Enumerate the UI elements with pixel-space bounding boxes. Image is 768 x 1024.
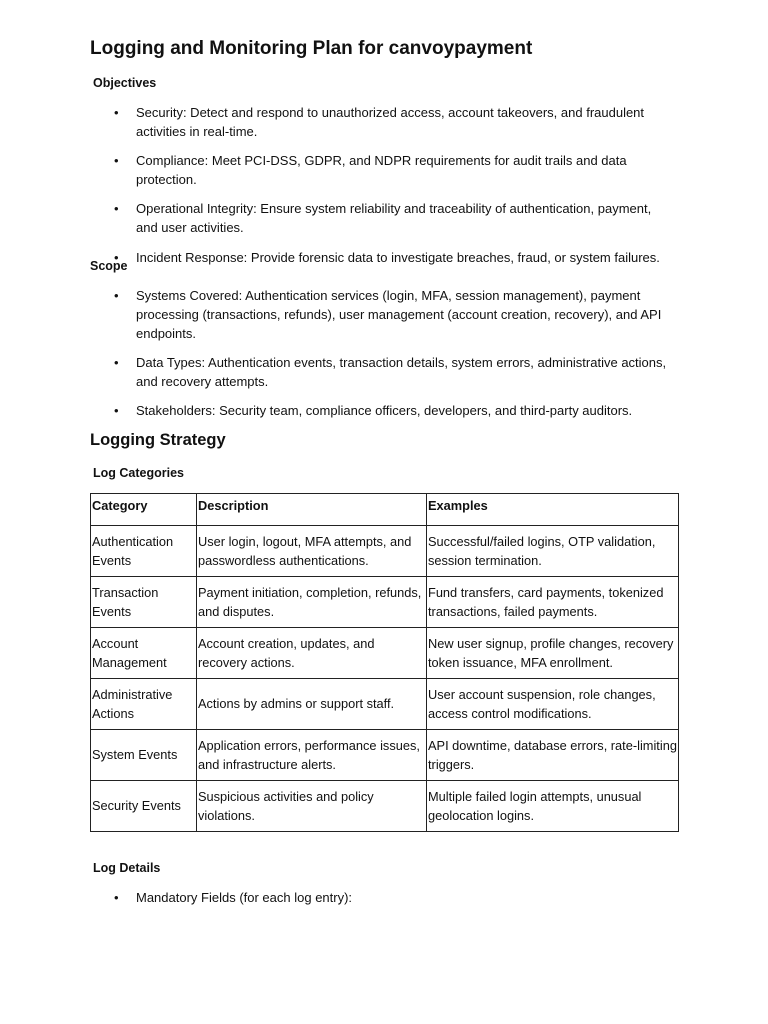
section-heading-logging-strategy: Logging Strategy [90,431,226,449]
table-cell: Payment initiation, completion, refunds, and disputes. [197,577,427,628]
objectives-list [114,103,674,267]
column-header-examples: Examples [427,494,679,526]
table-cell: New user signup, profile changes, recovery token issuance, MFA enrollment. [427,628,679,679]
column-header-description: Description [197,494,427,526]
column-header-category: Category [91,494,197,526]
log-details-heading: Log Details [93,861,161,875]
table-cell: Fund transfers, card payments, tokenized transactions, failed payments. [427,577,679,628]
table-row [91,679,679,730]
table-cell: Transaction Events [91,577,197,628]
table-cell: User account suspension, role changes, access control modifications. [427,679,679,730]
table-cell: Authentication Events [91,526,197,577]
list-item: • Systems Covered: Authentication services (login, MFA, session management), payment processing (transactions, refunds), user management (account creation, recovery), and API endpoints. [114,286,674,343]
list-item: • Incident Response: Provide forensic data to investigate breaches, fraud, or system failures. [114,248,674,267]
log-categories-heading: Log Categories [93,466,184,480]
list-item: • Security: Detect and respond to unauthorized access, account takeovers, and fraudulent activities in real-time. [114,103,674,141]
table-row [91,577,679,628]
table-cell: Multiple failed login attempts, unusual geolocation logins. [427,781,679,832]
list-item: • Mandatory Fields (for each log entry): [114,888,674,907]
table-cell: User login, logout, MFA attempts, and passwordless authentications. [197,526,427,577]
scope-heading: Scope [90,259,128,273]
table-cell: Actions by admins or support staff. [197,679,427,730]
log-categories-table [90,493,679,832]
table-cell: API downtime, database errors, rate-limiting triggers. [427,730,679,781]
table-row [91,628,679,679]
table-cell: System Events [91,730,197,781]
page-title: Logging and Monitoring Plan for canvoypayment [90,38,533,59]
table-row [91,781,679,832]
scope-list [114,286,674,420]
table-cell: Administrative Actions [91,679,197,730]
list-item: • Data Types: Authentication events, transaction details, system errors, administrative actions, and recovery attempts. [114,353,674,391]
list-item: • Operational Integrity: Ensure system reliability and traceability of authentication, payment, and user activities. [114,199,674,237]
table-header-row [91,494,679,526]
list-item: • Stakeholders: Security team, compliance officers, developers, and third-party auditors. [114,401,674,420]
table-cell: Account creation, updates, and recovery actions. [197,628,427,679]
table-row [91,526,679,577]
objectives-heading: Objectives [93,76,157,90]
table-cell: Account Management [91,628,197,679]
table-cell: Suspicious activities and policy violations. [197,781,427,832]
table-row [91,730,679,781]
table-cell: Security Events [91,781,197,832]
table-cell: Application errors, performance issues, and infrastructure alerts. [197,730,427,781]
log-details-list [114,888,674,907]
list-item: • Compliance: Meet PCI-DSS, GDPR, and NDPR requirements for audit trails and data protection. [114,151,674,189]
table-cell: Successful/failed logins, OTP validation, session termination. [427,526,679,577]
